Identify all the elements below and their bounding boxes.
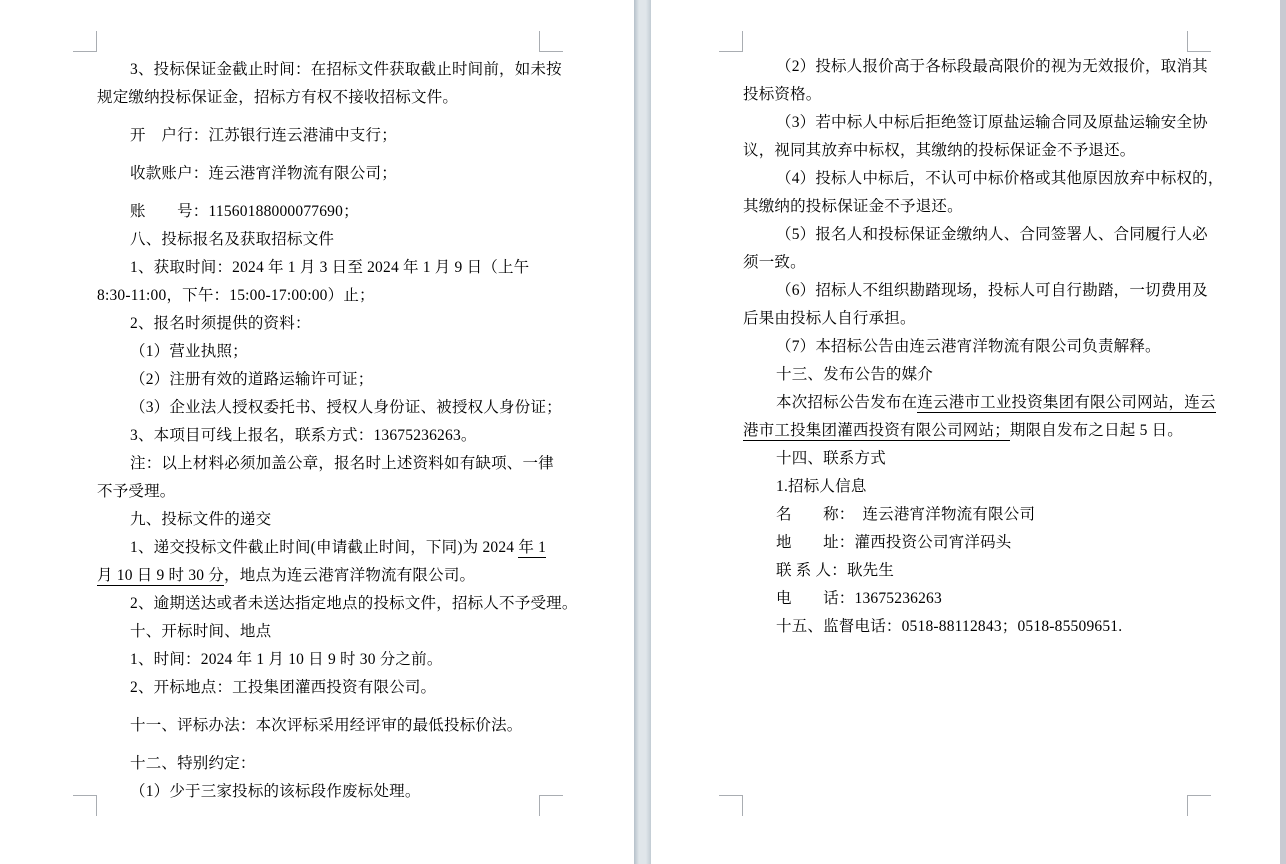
text-line[interactable] — [743, 277, 1208, 305]
text-run: 2、报名时须提供的资料： — [130, 315, 311, 332]
text-line[interactable] — [743, 613, 1199, 641]
text-run: 1、递交投标文件截止时间(申请截止时间，下同)为 2024 — [130, 539, 519, 556]
crop-mark-top-right-icon — [1187, 31, 1211, 52]
text-run: （6）招标人不组织勘踏现场，投标人可自行勘踏，一切费用及 — [776, 282, 1208, 299]
text-line[interactable] — [97, 193, 553, 226]
text-run: 期限自发布之日起 5 日。 — [1009, 422, 1184, 439]
text-run: 3、投标保证金截止时间：在招标文件获取截止时间前，如未按 — [130, 61, 562, 78]
text-line[interactable] — [97, 562, 553, 590]
text-line[interactable] — [743, 221, 1208, 249]
text-line[interactable] — [97, 534, 553, 562]
text-line[interactable] — [97, 226, 553, 254]
text-line[interactable] — [97, 56, 562, 84]
text-line[interactable] — [97, 745, 553, 778]
text-run: 十、开标时间、地点 — [130, 623, 272, 640]
crop-mark-bottom-left-icon — [719, 795, 743, 816]
text-run: 地 址：灌西投资公司宵洋码头 — [776, 534, 1012, 551]
text-line[interactable] — [743, 361, 1199, 389]
text-run: 联 系 人：耿先生 — [776, 562, 895, 579]
underlined-text: 年 1 — [518, 539, 547, 556]
text-run: （3）企业法人授权委托书、授权人身份证、被授权人身份证； — [130, 399, 562, 416]
text-line[interactable] — [97, 646, 553, 674]
text-line[interactable] — [97, 282, 553, 310]
text-run: （1）营业执照； — [130, 343, 248, 360]
text-run: 账 号：11560188000077690； — [130, 203, 359, 220]
text-run: 投标资格。 — [743, 86, 822, 103]
crop-mark-top-left-icon — [719, 31, 743, 52]
text-line[interactable] — [743, 473, 1199, 501]
text-run: 电 话：13675236263 — [776, 590, 942, 607]
text-run: 须一致。 — [743, 254, 806, 271]
text-run: 名 称： 连云港宵洋物流有限公司 — [776, 506, 1036, 523]
underlined-text: 月 10 日 9 时 30 分 — [97, 567, 225, 584]
page-gap — [634, 0, 651, 864]
text-line[interactable] — [97, 338, 553, 366]
text-run: （7）本招标公告由连云港宵洋物流有限公司负责解释。 — [776, 338, 1161, 355]
text-line[interactable] — [97, 254, 553, 282]
window-edge-strip — [1280, 0, 1286, 864]
text-run: （4）投标人中标后，不认可中标价格或其他原因放弃中标权的， — [776, 170, 1224, 187]
text-line[interactable] — [97, 117, 553, 150]
text-line[interactable] — [97, 450, 553, 478]
text-line[interactable] — [97, 394, 562, 422]
text-line[interactable] — [97, 707, 553, 740]
text-run: 十五、监督电话：0518-88112843；0518-85509651. — [776, 618, 1123, 635]
text-run: 议，视同其放弃中标权，其缴纳的投标保证金不予退还。 — [743, 142, 1136, 159]
text-line[interactable] — [97, 506, 553, 534]
text-line[interactable] — [743, 529, 1199, 557]
text-run: 不予受理。 — [97, 483, 176, 500]
text-line[interactable] — [97, 84, 553, 112]
text-run: （3）若中标人中标后拒绝签订原盐运输合同及原盐运输安全协 — [776, 114, 1208, 131]
text-run: 八、投标报名及获取招标文件 — [130, 231, 335, 248]
text-run: 规定缴纳投标保证金，招标方有权不接收招标文件。 — [97, 89, 459, 106]
text-line[interactable] — [743, 417, 1199, 445]
underlined-text: 连云港市工业投资集团有限公司网站，连云 — [917, 394, 1216, 411]
underlined-text: 港市工投集团灌西投资有限公司网站； — [743, 422, 1010, 439]
text-line[interactable] — [743, 445, 1199, 473]
text-line[interactable] — [97, 778, 553, 806]
crop-mark-top-right-icon — [539, 31, 563, 52]
text-run: 十三、发布公告的媒介 — [776, 366, 934, 383]
text-line[interactable] — [743, 501, 1199, 529]
text-run: 十一、评标办法：本次评标采用经评审的最低投标价法。 — [130, 717, 523, 734]
text-line[interactable] — [743, 193, 1199, 221]
text-line[interactable] — [743, 53, 1208, 81]
text-run: （2）注册有效的道路运输许可证； — [130, 371, 374, 388]
text-line[interactable] — [743, 557, 1199, 585]
text-line[interactable] — [97, 366, 553, 394]
text-line[interactable] — [97, 478, 553, 506]
text-line[interactable] — [743, 165, 1224, 193]
text-line[interactable] — [743, 109, 1208, 137]
text-run: 注：以上材料必须加盖公章，报名时上述资料如有缺项、一律 — [130, 455, 554, 472]
text-run: （1）少于三家投标的该标段作废标处理。 — [130, 783, 421, 800]
text-run: （5）报名人和投标保证金缴纳人、合同签署人、合同履行人必 — [776, 226, 1208, 243]
text-line[interactable] — [743, 137, 1199, 165]
text-run: 十二、特别约定： — [130, 755, 256, 772]
text-line[interactable] — [97, 674, 553, 702]
page-1-text[interactable] — [97, 56, 578, 806]
text-line[interactable] — [743, 585, 1199, 613]
text-line[interactable] — [743, 333, 1199, 361]
document-page-1 — [0, 0, 634, 864]
text-run: 1.招标人信息 — [776, 478, 867, 495]
text-run: 2、开标地点：工投集团灌西投资有限公司。 — [130, 679, 437, 696]
page-2-text[interactable] — [743, 53, 1224, 641]
crop-mark-bottom-left-icon — [73, 795, 97, 816]
document-page-2 — [651, 0, 1280, 864]
text-line[interactable] — [97, 618, 553, 646]
text-line[interactable] — [97, 310, 553, 338]
text-run: 十四、联系方式 — [776, 450, 886, 467]
crop-mark-top-left-icon — [73, 31, 97, 52]
text-line[interactable] — [97, 155, 553, 188]
text-run: 后果由投标人自行承担。 — [743, 310, 916, 327]
text-run: 8:30-11:00，下午：15:00-17:00:00）止； — [97, 287, 375, 304]
text-run: ，地点为连云港宵洋物流有限公司。 — [224, 567, 476, 584]
text-line[interactable] — [743, 81, 1199, 109]
text-run: 收款账户：连云港宵洋物流有限公司； — [130, 165, 397, 182]
text-line[interactable] — [97, 590, 578, 618]
text-run: 九、投标文件的递交 — [130, 511, 272, 528]
text-line[interactable] — [743, 305, 1199, 333]
text-run: 2、逾期送达或者未送达指定地点的投标文件，招标人不予受理。 — [130, 595, 578, 612]
text-run: （2）投标人报价高于各标段最高限价的视为无效报价，取消其 — [776, 58, 1208, 75]
text-line[interactable] — [743, 249, 1199, 277]
text-line[interactable] — [97, 422, 553, 450]
text-run: 其缴纳的投标保证金不予退还。 — [743, 198, 963, 215]
text-run: 3、本项目可线上报名，联系方式：13675236263。 — [130, 427, 477, 444]
text-run: 开 户行：江苏银行连云港浦中支行； — [130, 127, 397, 144]
text-run: 1、获取时间：2024 年 1 月 3 日至 2024 年 1 月 9 日（上午 — [130, 259, 530, 276]
text-run: 本次招标公告发布在 — [776, 394, 918, 411]
text-line[interactable] — [743, 389, 1216, 417]
text-run: 1、时间：2024 年 1 月 10 日 9 时 30 分之前。 — [130, 651, 443, 668]
crop-mark-bottom-right-icon — [1187, 795, 1211, 816]
